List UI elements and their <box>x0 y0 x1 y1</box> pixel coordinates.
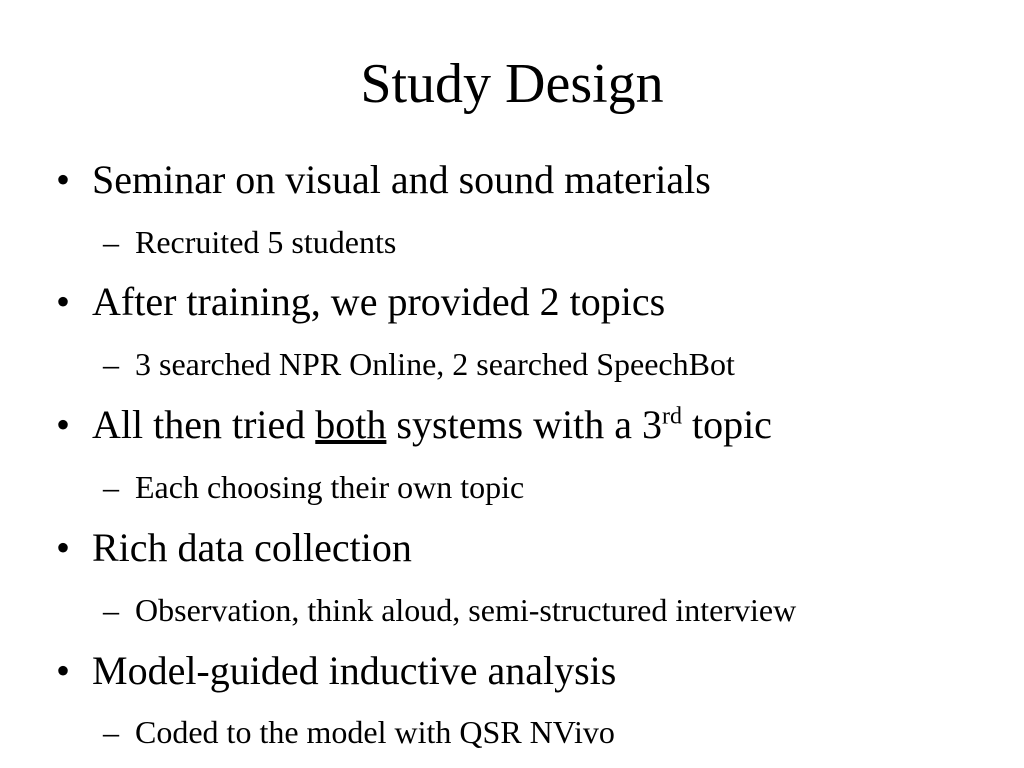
bullet-text: Seminar on visual and sound materials <box>92 157 711 202</box>
bullet-item <box>56 280 665 324</box>
slide-title: Study Design <box>360 53 664 115</box>
dash-glyph: – <box>103 469 119 505</box>
bullet-item <box>56 403 772 447</box>
bullet-glyph: • <box>56 402 71 447</box>
sub-bullet-item <box>103 592 796 628</box>
dash-glyph: – <box>103 592 119 628</box>
bullet-text-before: All then tried <box>92 402 316 447</box>
sub-bullet-text: Recruited 5 students <box>135 224 397 260</box>
dash-glyph: – <box>103 346 119 382</box>
sub-bullet-text: 3 searched NPR Online, 2 searched SpeechBot <box>135 346 735 382</box>
sub-bullet-item <box>103 714 615 750</box>
sub-bullet-item <box>103 346 735 382</box>
sub-bullet-text: Each choosing their own topic <box>135 469 525 505</box>
dash-glyph: – <box>103 224 119 260</box>
bullet-text: After training, we provided 2 topics <box>92 279 666 324</box>
sub-bullet-text: Observation, think aloud, semi-structured interview <box>135 592 797 628</box>
bullet-glyph: • <box>56 525 71 570</box>
bullet-text: Model-guided inductive analysis <box>92 648 617 693</box>
bullet-text: Rich data collection <box>92 525 412 570</box>
bullet-item <box>56 649 616 693</box>
bullet-item <box>56 158 711 202</box>
bullet-glyph: • <box>56 648 71 693</box>
sub-bullet-item <box>103 469 524 505</box>
dash-glyph: – <box>103 714 119 750</box>
sub-bullet-text: Coded to the model with QSR NVivo <box>135 714 615 750</box>
underlined-word: both <box>315 402 387 447</box>
bullet-text-after: topic <box>681 402 772 447</box>
bullet-text-middle: systems with a 3 <box>386 402 662 447</box>
sub-bullet-item <box>103 224 396 260</box>
bullet-item <box>56 526 412 570</box>
bullet-glyph: • <box>56 157 71 202</box>
bullet-glyph: • <box>56 279 71 324</box>
ordinal-superscript: rd <box>661 403 682 430</box>
